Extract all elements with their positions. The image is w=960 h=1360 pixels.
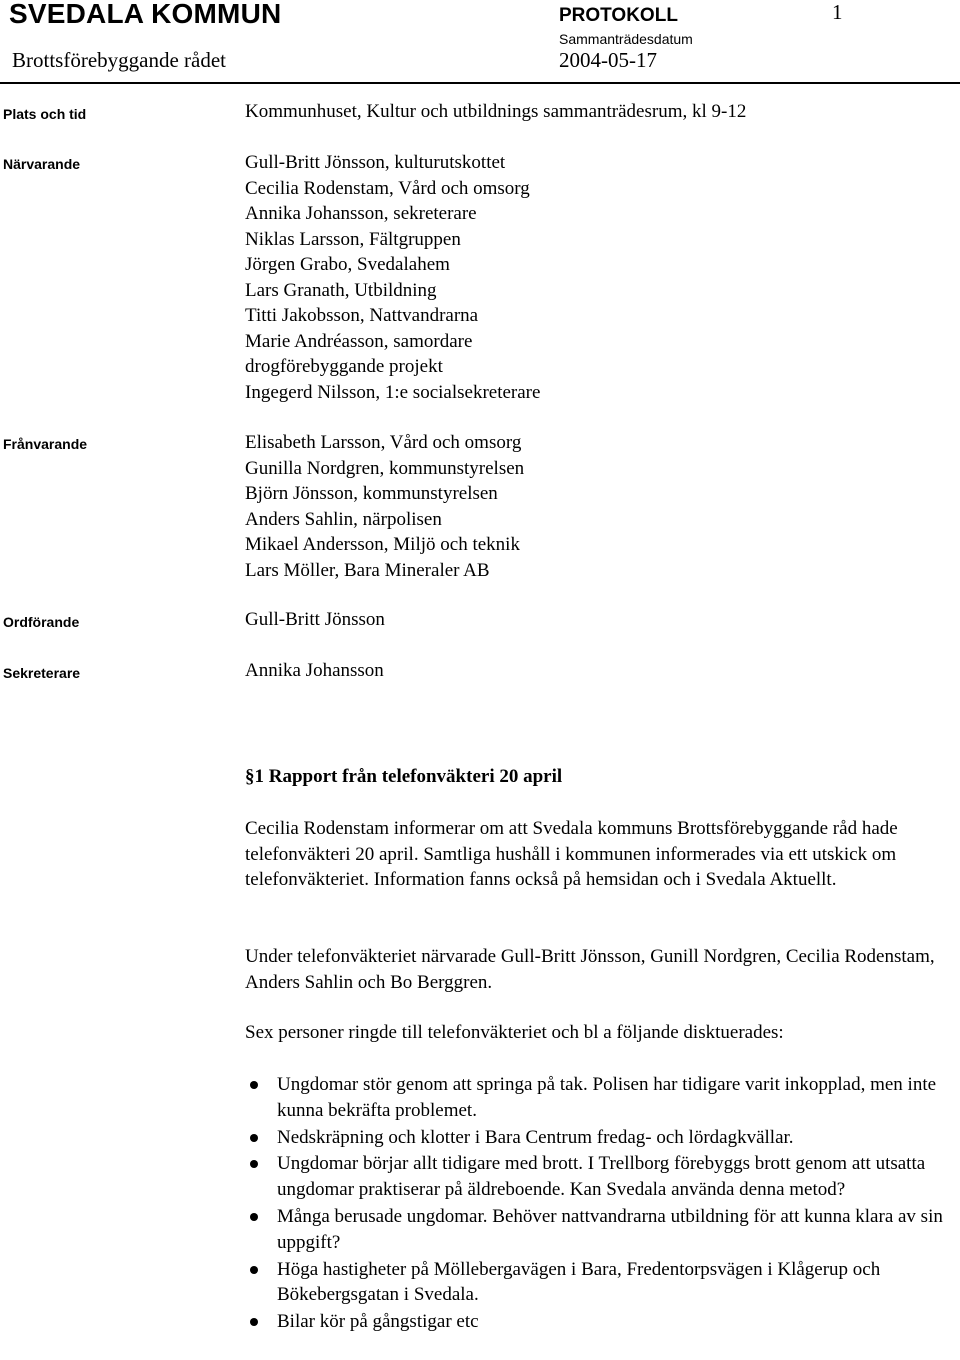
bullet-dot-icon [250,1160,258,1168]
absent-item: Björn Jönsson, kommunstyrelsen [245,483,498,504]
present-item: drogförebyggande projekt [245,356,443,377]
chair-value: Gull-Britt Jönsson [245,609,385,630]
bullet-text: Höga hastigheter på Möllebergavägen i Bara, Fredentorpsvägen i Klågerup och Bökebergsgatan i Svedala. [277,1258,881,1306]
place-value: Kommunhuset, Kultur och utbildnings sammanträdesrum, kl 9-12 [245,101,747,122]
present-item: Niklas Larsson, Fältgruppen [245,228,461,250]
absent-item: Lars Möller, Bara Mineraler AB [245,559,490,581]
bullet-text: Ungdomar stör genom att springa på tak. Polisen har tidigare varit inkopplad, men inte kunna bekräfta problemet. [277,1074,937,1121]
bullet-item [245,1204,960,1256]
section-title: §1 Rapport från telefonväkteri 20 april [245,766,563,787]
bullet-item [245,1309,960,1335]
bullet-text: Många berusade ungdomar. Behöver nattvandrarna utbildning för att kunna klara av sin uppgift? [277,1205,943,1253]
date-label: Sammanträdesdatum [559,31,693,47]
present-item: Titti Jakobsson, Nattvandrarna [245,305,479,326]
present-item: Cecilia Rodenstam, Vård och omsorg [245,177,530,199]
paragraph-calls: Sex personer ringde till telefonväkteriet och bl a följande disktuerades: [245,1022,784,1043]
secretary-value: Annika Johansson [245,660,384,681]
place-label: Plats och tid [3,106,87,122]
absent-label: Frånvarande [3,436,88,452]
absent-item: Elisabeth Larsson, Vård och omsorg [245,432,522,453]
present-list [245,150,540,405]
bullet-dot-icon [250,1081,258,1089]
present-item: Gull-Britt Jönsson, kulturutskottet [245,152,506,173]
bullet-dot-icon [250,1134,258,1142]
secretary-label: Sekreterare [3,665,81,681]
document-type: PROTOKOLL [559,5,678,26]
council-name: Brottsförebyggande rådet [12,48,227,72]
bullet-text: Nedskräpning och klotter i Bara Centrum fredag- och lördagkvällar. [277,1126,794,1148]
absent-item: Anders Sahlin, närpolisen [245,508,442,530]
present-item: Annika Johansson, sekreterare [245,203,477,224]
present-item: Jörgen Grabo, Svedalahem [245,254,450,275]
meeting-date: 2004-05-17 [559,48,657,72]
absent-item: Gunilla Nordgren, kommunstyrelsen [245,457,525,479]
header-divider [0,82,960,84]
absent-list [245,430,524,583]
absent-item: Mikael Andersson, Miljö och teknik [245,534,520,555]
organization-name: SVEDALA KOMMUN [9,0,282,29]
bullet-item [245,1257,960,1309]
bullet-item [245,1151,960,1203]
bullet-text: Bilar kör på gångstigar etc [277,1311,479,1333]
present-item: Lars Granath, Utbildning [245,279,437,301]
discussion-bullets [245,1072,960,1336]
bullet-item [245,1125,960,1151]
present-item: Ingegerd Nilsson, 1:e socialsekreterare [245,381,541,403]
bullet-dot-icon [250,1266,258,1274]
paragraph-attendees: Under telefonväkteriet närvarade Gull-Britt Jönsson, Gunill Nordgren, Cecilia Rodenstam, Anders Sahlin och Bo Berggren. [245,946,935,993]
present-item: Marie Andréasson, samordare [245,330,473,352]
page-number: 1 [832,0,843,24]
chair-label: Ordförande [3,614,80,630]
bullet-text: Ungdomar börjar allt tidigare med brott. I Trellborg förebyggs brott genom att utsatta ungdomar praktiserar på äldreboende. Kan Svedala använda denna metod? [277,1153,926,1201]
bullet-item [245,1072,960,1124]
present-label: Närvarande [3,156,81,172]
bullet-dot-icon [250,1318,258,1326]
paragraph-intro: Cecilia Rodenstam informerar om att Svedala kommuns Brottsförebyggande råd hade telefonväkteri 20 april. Samtliga hushåll i kommunen informerades via ett utskick om telefonväkteriet. Information fanns också på hemsidan och i Svedala Aktuellt. [245,818,898,890]
bullet-dot-icon [250,1213,258,1221]
